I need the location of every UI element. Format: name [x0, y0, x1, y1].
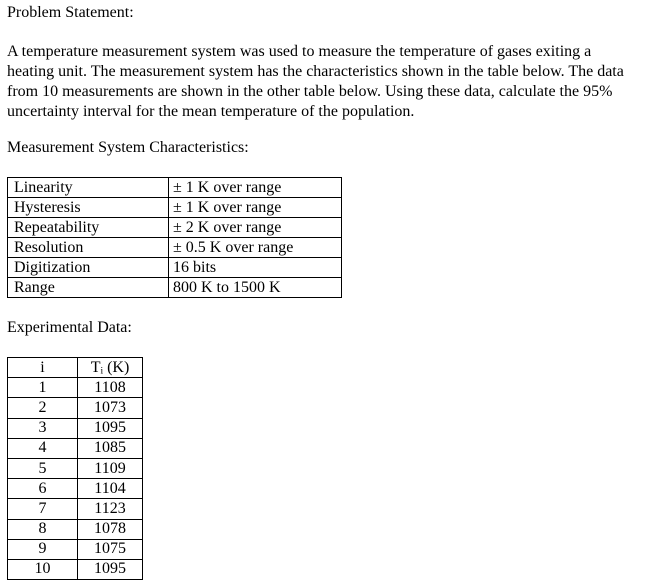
characteristic-name: Linearity: [8, 178, 169, 198]
characteristic-value: ± 0.5 K over range: [169, 238, 342, 258]
table-row: [8, 458, 143, 478]
table-row: [8, 499, 143, 519]
index-cell: 3: [8, 418, 78, 438]
paragraph-line: heating unit. The measurement system has the characteristics shown in the table below. The data: [7, 63, 624, 80]
experimental-data-table: [7, 357, 143, 580]
temperature-cell: 1108: [78, 378, 143, 398]
temperature-cell: 1075: [78, 539, 143, 559]
temperature-cell: 1109: [78, 458, 143, 478]
index-cell: 9: [8, 539, 78, 559]
temperature-cell: 1095: [78, 418, 143, 438]
index-cell: 1: [8, 378, 78, 398]
characteristic-value: 800 K to 1500 K: [169, 278, 342, 298]
paragraph-line: uncertainty interval for the mean temperature of the population.: [7, 103, 415, 120]
table-row: [8, 438, 143, 458]
index-cell: 4: [8, 438, 78, 458]
characteristic-value: ± 1 K over range: [169, 198, 342, 218]
problem-paragraph: [7, 42, 659, 122]
temperature-cell: 1085: [78, 438, 143, 458]
characteristic-value: ± 1 K over range: [169, 178, 342, 198]
table-row: [8, 479, 143, 499]
system-characteristics-heading: Measurement System Characteristics:: [7, 139, 249, 156]
system-characteristics-table: [7, 177, 342, 298]
index-cell: 8: [8, 519, 78, 539]
characteristic-name: Hysteresis: [8, 198, 169, 218]
characteristic-name: Resolution: [8, 238, 169, 258]
column-header-index: i: [8, 358, 78, 378]
table-header-row: [8, 358, 143, 378]
characteristic-value: ± 2 K over range: [169, 218, 342, 238]
table-row: [8, 198, 342, 218]
table-row: [8, 539, 143, 559]
characteristic-name: Repeatability: [8, 218, 169, 238]
temperature-cell: 1078: [78, 519, 143, 539]
table-row: [8, 398, 143, 418]
characteristic-value: 16 bits: [169, 258, 342, 278]
table-row: [8, 258, 342, 278]
table-row: [8, 218, 342, 238]
index-cell: 10: [8, 559, 78, 579]
experimental-data-heading: Experimental Data:: [7, 319, 132, 336]
index-cell: 6: [8, 479, 78, 499]
table-row: [8, 519, 143, 539]
index-cell: 2: [8, 398, 78, 418]
problem-statement-heading: Problem Statement:: [7, 4, 134, 21]
table-row: [8, 418, 143, 438]
temperature-cell: 1095: [78, 559, 143, 579]
index-cell: 7: [8, 499, 78, 519]
paragraph-line: A temperature measurement system was used to measure the temperature of gases exiting a: [7, 43, 592, 60]
table-row: [8, 378, 143, 398]
temperature-cell: 1104: [78, 479, 143, 499]
paragraph-line: from 10 measurements are shown in the other table below. Using these data, calculate the 95%: [7, 83, 613, 100]
table-row: [8, 238, 342, 258]
characteristic-name: Range: [8, 278, 169, 298]
column-header-temperature: Tᵢ (K): [78, 358, 143, 378]
index-cell: 5: [8, 458, 78, 478]
table-row: [8, 559, 143, 579]
table-row: [8, 178, 342, 198]
temperature-cell: 1073: [78, 398, 143, 418]
table-row: [8, 278, 342, 298]
temperature-cell: 1123: [78, 499, 143, 519]
characteristic-name: Digitization: [8, 258, 169, 278]
